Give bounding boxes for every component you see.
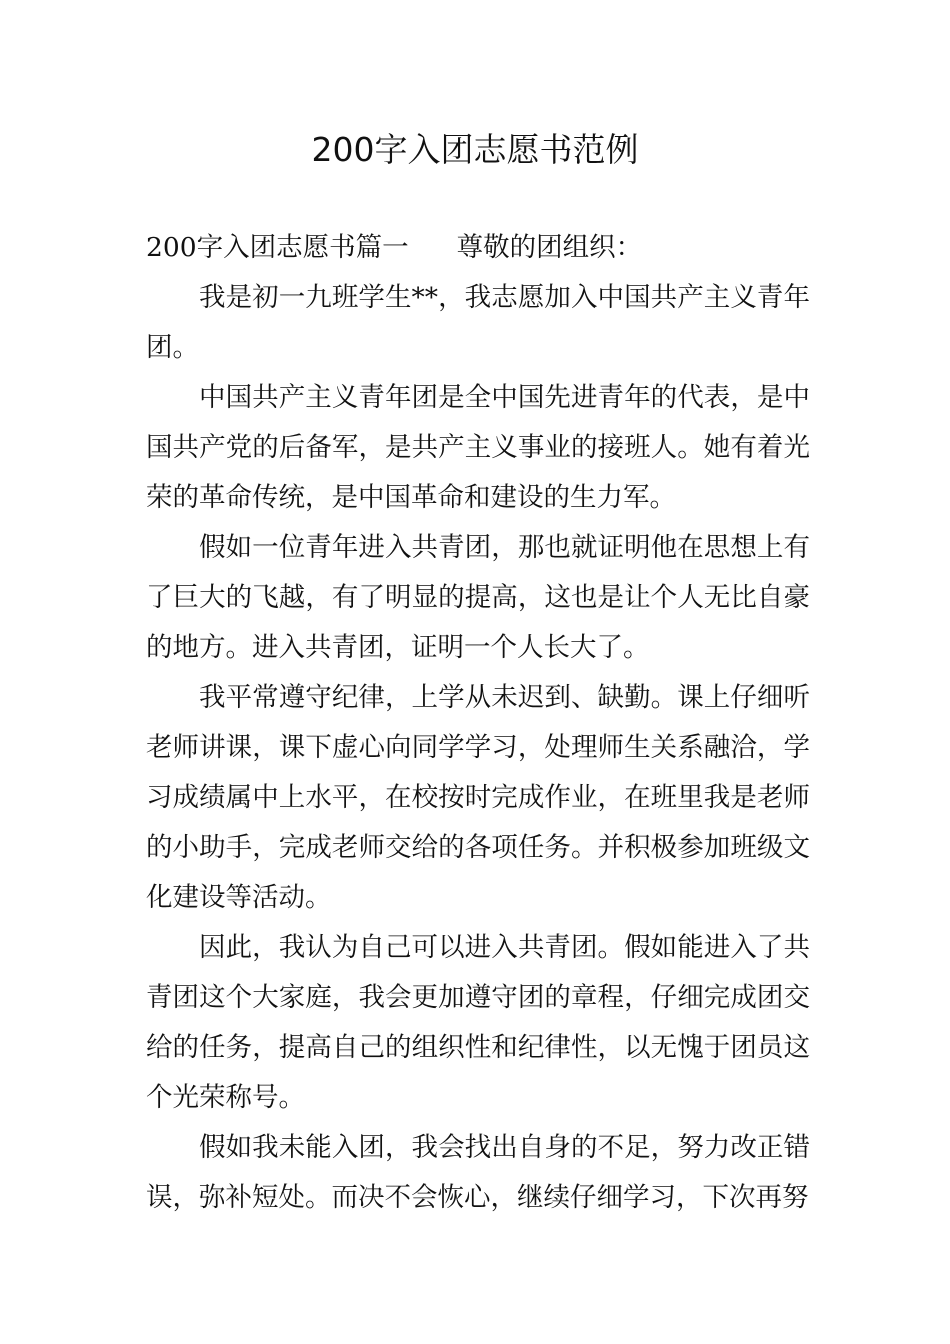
- paragraph-2: 中国共产主义青年团是全中国先进青年的代表，是中国共产党的后备军，是共产主义事业的接班人。她有着光荣的革命传统，是中国革命和建设的生力军。: [146, 382, 810, 513]
- document-body: [146, 223, 810, 1223]
- document-title: 200字入团志愿书范例: [311, 130, 639, 169]
- lead-line: [146, 223, 810, 273]
- paragraph-6: 假如我未能入团，我会找出自身的不足，努力改正错误，弥补短处。而决不会恢心，继续仔细学习，下次再努: [146, 1132, 810, 1213]
- paragraph-1: 我是初一九班学生**，我志愿加入中国共产主义青年团。: [146, 282, 810, 363]
- paragraph-3: 假如一位青年进入共青团，那也就证明他在思想上有了巨大的飞越，有了明显的提高，这也是让个人无比自豪的地方。进入共青团，证明一个人长大了。: [146, 532, 810, 663]
- salutation: 尊敬的团组织：: [456, 232, 643, 263]
- lead-heading: 200字入团志愿书篇一: [146, 232, 409, 263]
- paragraph-5: 因此，我认为自己可以进入共青团。假如能进入了共青团这个大家庭，我会更加遵守团的章程，仔细完成团交给的任务，提高自己的组织性和纪律性，以无愧于团员这个光荣称号。: [146, 932, 810, 1113]
- paragraph-4: 我平常遵守纪律，上学从未迟到、缺勤。课上仔细听老师讲课，课下虚心向同学学习，处理师生关系融洽，学习成绩属中上水平，在校按时完成作业，在班里我是老师的小助手，完成老师交给的各项任务。并积极参加班级文化建设等活动。: [146, 682, 810, 913]
